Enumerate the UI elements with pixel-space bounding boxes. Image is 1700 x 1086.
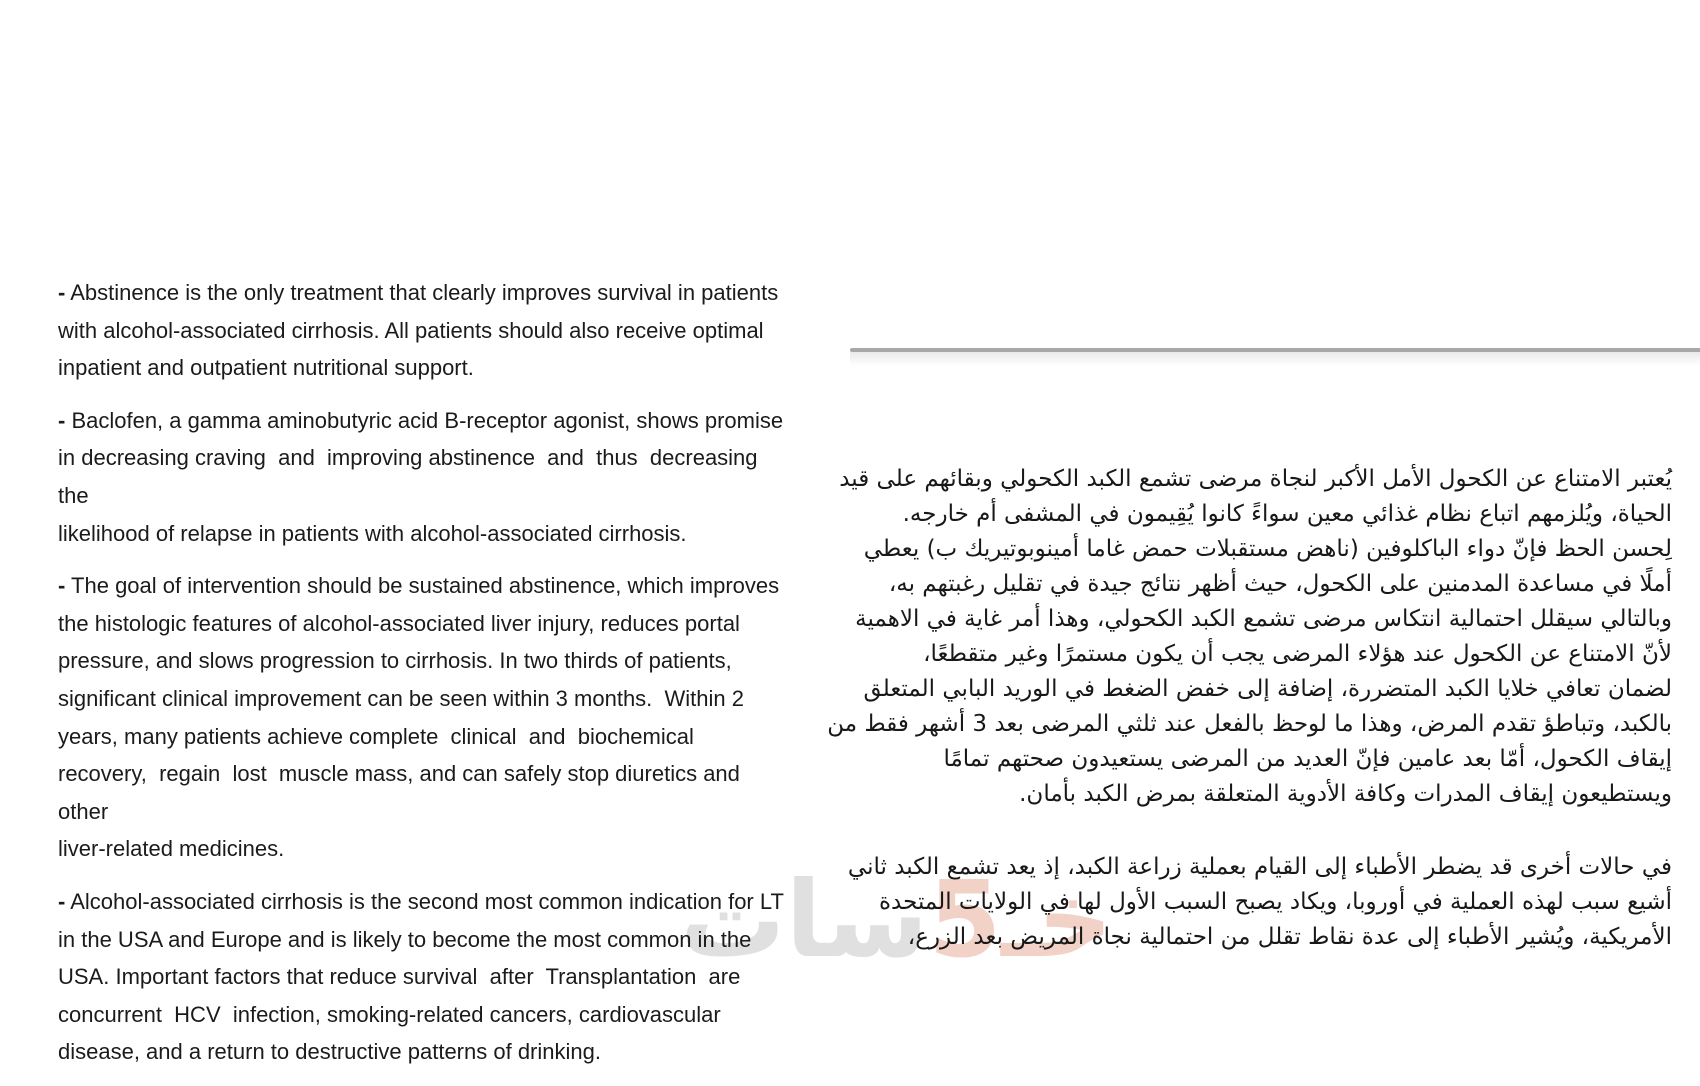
text-line: significant clinical improvement can be seen within 3 months. Within 2 [58, 685, 744, 711]
text-line: USA. Important factors that reduce survival after Transplantation are [58, 964, 741, 990]
arabic-text-column [814, 462, 1672, 955]
text-line: وبالتالي سيقلل احتمالية انتكاس مرضى تشمع الكبد الكحولي، وهذا أمر غاية في الاهمية [855, 606, 1672, 632]
english-paragraph [58, 883, 794, 1071]
text-line: الأمريكية، ويُشير الأطباء إلى عدة نقاط تقلل من احتمالية نجاة المريض بعد الزرع، [907, 924, 1672, 950]
text-line: بالكبد، وتباطؤ تقدم المرض، وهذا ما لوحظ بالفعل عند ثلثي المرضى بعد 3 أشهر فقط من [827, 711, 1672, 737]
text-line: لأنّ الامتناع عن الكحول عند هؤلاء المرضى يجب أن يكون مستمرًا وغير متقطعًا، [923, 641, 1672, 667]
text-line: لضمان تعافي خلايا الكبد المتضررة، إضافة إلى خفض الضغط في الوريد البابي المتعلق [863, 676, 1672, 702]
text-line: يُعتبر الامتناع عن الكحول الأمل الأكبر لنجاة مرضى تشمع الكبد الكحولي وبقائهم على قيد [839, 466, 1672, 492]
english-paragraph [58, 567, 794, 868]
section-divider-line [850, 348, 1700, 352]
watermark-gray-part: سات [680, 859, 929, 981]
text-line: أملًا في مساعدة المدمنين على الكحول، حيث أظهر نتائج جيدة في تقليل رغبتهم به، [888, 571, 1672, 597]
english-text-column [58, 274, 794, 1086]
text-line: ويستطيعون إيقاف المدرات وكافة الأدوية المتعلقة بمرض الكبد بأمان. [1019, 781, 1672, 807]
text-line: الحياة، ويُلزمهم اتباع نظام غذائي معين سواءً كانوا يُقِيمون في المشفى أم خارجه. [902, 501, 1672, 527]
text-line: - Alcohol-associated cirrhosis is the second most common indication for LT [58, 888, 784, 914]
text-line: في حالات أخرى قد يضطر الأطباء إلى القيام بعملية زراعة الكبد، إذ يعد تشمع الكبد ثاني [847, 854, 1672, 880]
english-paragraph [58, 274, 794, 387]
text-line: inpatient and outpatient nutritional support. [58, 355, 474, 381]
watermark-red-part: خـ5 [928, 859, 1113, 981]
text-line: disease, and a return to destructive patterns of drinking. [58, 1039, 601, 1065]
text-line: - Abstinence is the only treatment that clearly improves survival in patients [58, 280, 779, 305]
arabic-paragraph [814, 462, 1672, 812]
text-line: - The goal of intervention should be sustained abstinence, which improves [58, 573, 780, 599]
text-line: liver-related medicines. [58, 836, 285, 862]
arabic-paragraph [814, 850, 1672, 955]
text-line: pressure, and slows progression to cirrhosis. In two thirds of patients, [58, 648, 732, 674]
text-line: with alcohol-associated cirrhosis. All patients should also receive optimal [58, 317, 764, 343]
text-line: - Baclofen, a gamma aminobutyric acid B-receptor agonist, shows promise [58, 407, 784, 433]
text-line: إيقاف الكحول، أمّا بعد عامين فإنّ العديد من المرضى يستعيدون صحتهم تمامًا [943, 746, 1672, 772]
text-line: أشيع سبب لهذه العملية في أوروبا، ويكاد يصبح السبب الأول لها في الولايات المتحدة [878, 889, 1672, 915]
text-line: likelihood of relapse in patients with alcohol-associated cirrhosis. [58, 520, 687, 546]
text-line: concurrent HCV infection, smoking-related cancers, cardiovascular [58, 1001, 721, 1027]
divider-shadow [850, 352, 1700, 366]
text-line: years, many patients achieve complete clinical and biochemical [58, 723, 694, 749]
text-line: in decreasing craving and improving abstinence and thus decreasing the [58, 445, 770, 508]
text-line: recovery, regain lost muscle mass, and can safely stop diuretics and other [58, 761, 747, 824]
text-line: لِحسن الحظ فإنّ دواء الباكلوفين (ناهض مستقبلات حمض غاما أمينوبوتيريك ب) يعطي [863, 536, 1672, 562]
english-paragraph [58, 402, 794, 552]
text-line: the histologic features of alcohol-associated liver injury, reduces portal [58, 610, 740, 636]
text-line: in the USA and Europe and is likely to become the most common in the [58, 926, 752, 952]
